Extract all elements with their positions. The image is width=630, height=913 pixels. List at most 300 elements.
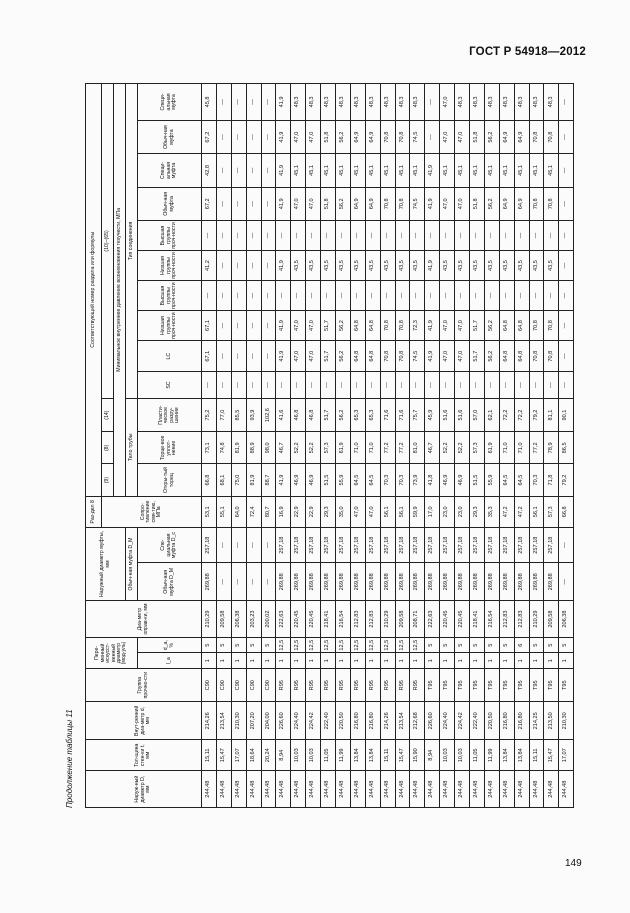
table-cell: 46,9: [306, 464, 321, 496]
table-cell: —: [261, 120, 276, 153]
table-cell: 57,3: [544, 496, 559, 527]
table-cell: 70,8: [529, 341, 544, 372]
table-cell: 1: [306, 653, 321, 669]
table-cell: 213,50: [544, 702, 559, 740]
table-cell: 41,9: [276, 341, 291, 372]
table-cell: 48,3: [455, 84, 470, 121]
table-cell: —: [276, 372, 291, 399]
table-cell: 210,29: [380, 601, 395, 638]
table-cell: R95: [336, 669, 351, 702]
table-cell: 6: [514, 637, 529, 653]
table-cell: 43,5: [440, 251, 455, 281]
table-row: [499, 84, 514, 808]
table-cell: 269,88: [365, 563, 380, 601]
table-cell: 244,48: [529, 771, 544, 808]
table-row: [276, 84, 291, 808]
table-cell: 47,0: [455, 187, 470, 220]
table-row: [306, 84, 321, 808]
table-cell: 5: [216, 637, 231, 653]
table-cell: —: [231, 311, 246, 341]
table-cell: —: [231, 120, 246, 153]
table-cell: 218,41: [321, 601, 336, 638]
table-cell: —: [470, 281, 485, 311]
table-cell: 257,18: [544, 527, 559, 563]
table-cell: —: [231, 84, 246, 121]
table-cell: —: [440, 281, 455, 311]
table-cell: 1: [440, 653, 455, 669]
table-cell: 65,3: [350, 398, 365, 431]
col-ottg-spec: Специ-альная муфта: [138, 84, 202, 121]
table-cell: 244,48: [231, 771, 246, 808]
table-cell: 45,1: [440, 154, 455, 187]
table-cell: 15,11: [380, 740, 395, 771]
table-cell: 209,58: [395, 601, 410, 638]
col-conn-type: Тип соединения: [126, 84, 138, 399]
table-cell: —: [499, 372, 514, 399]
table-cell: 1: [529, 653, 544, 669]
table-cell: 12,5: [336, 637, 351, 653]
table-cell: 43,5: [380, 251, 395, 281]
table-cell: 79,2: [529, 398, 544, 431]
col-coupling-regular-dm: Обыч-ная муфта D_M: [138, 563, 202, 601]
table-row: [231, 84, 246, 808]
table-cell: 57,0: [470, 398, 485, 431]
table-cell: 71,6: [395, 398, 410, 431]
table-cell: 45,1: [306, 154, 321, 187]
table-cell: —: [440, 221, 455, 251]
table-cell: 56,2: [484, 341, 499, 372]
table-cell: 56,2: [336, 120, 351, 153]
table-cell: 51,8: [470, 187, 485, 220]
table-cell: 212,68: [410, 702, 425, 740]
table-cell: —: [425, 84, 440, 121]
table-cell: 70,8: [380, 311, 395, 341]
table-cell: 43,5: [484, 251, 499, 281]
table-cell: 244,48: [350, 771, 365, 808]
table-cell: 52,2: [306, 432, 321, 464]
table-row: [440, 84, 455, 808]
table-cell: 1: [216, 653, 231, 669]
table-cell: 64,8: [499, 311, 514, 341]
col-f14: (14): [102, 398, 114, 431]
table-cell: 10,03: [455, 740, 470, 771]
table-cell: 77,0: [216, 398, 231, 431]
table-cell: 1: [425, 653, 440, 669]
table-cell: 70,8: [544, 311, 559, 341]
table-cell: 71,0: [514, 432, 529, 464]
table-cell: 257,18: [499, 527, 514, 563]
table-cell: 47,0: [291, 311, 306, 341]
table-cell: —: [499, 221, 514, 251]
table-cell: 212,83: [365, 601, 380, 638]
table-cell: 45,1: [544, 154, 559, 187]
table-cell: —: [246, 527, 261, 563]
table-cell: 269,88: [380, 563, 395, 601]
table-cell: —: [559, 563, 574, 601]
table-cell: 56,1: [529, 496, 544, 527]
table-cell: 41,9: [276, 154, 291, 187]
table-cell: —: [544, 372, 559, 399]
table-cell: 1: [365, 653, 380, 669]
table-cell: 56,1: [380, 496, 395, 527]
table-cell: 203,23: [246, 601, 261, 638]
table-cell: 64,8: [514, 311, 529, 341]
table-cell: —: [246, 563, 261, 601]
table-cell: —: [559, 84, 574, 121]
table-cell: 244,48: [306, 771, 321, 808]
table-cell: 102,6: [261, 398, 276, 431]
col-section: Раз-дел 8: [86, 496, 102, 527]
table-row: [216, 84, 231, 808]
table-cell: 47,2: [499, 496, 514, 527]
table-cell: —: [470, 221, 485, 251]
table-cell: 216,80: [365, 702, 380, 740]
table-cell: —: [246, 154, 261, 187]
page-number: 149: [565, 858, 582, 869]
table-cell: —: [306, 281, 321, 311]
table-cell: 43,5: [291, 251, 306, 281]
table-cell: 1: [499, 653, 514, 669]
table-cell: 70,8: [529, 311, 544, 341]
col-sc: SC: [138, 372, 202, 399]
table-cell: —: [246, 251, 261, 281]
table-cell: —: [246, 341, 261, 372]
col-min-pressure: Минимальное внутреннее давление возникновения текучести, МПа: [114, 84, 126, 497]
table-cell: 41,9: [425, 154, 440, 187]
table-cell: 45,1: [395, 154, 410, 187]
table-cell: 11,99: [484, 740, 499, 771]
table-cell: 59,9: [410, 496, 425, 527]
table-cell: С90: [261, 669, 276, 702]
table-cell: 45,1: [321, 154, 336, 187]
table-cell: 214,26: [380, 702, 395, 740]
table-cell: 13,84: [365, 740, 380, 771]
table-cell: —: [559, 251, 574, 281]
table-row: [484, 84, 499, 808]
table-cell: —: [306, 372, 321, 399]
table-cell: 64,5: [365, 464, 380, 496]
table-cell: 1: [380, 653, 395, 669]
table-cell: 13,84: [514, 740, 529, 771]
pressure-table: [85, 83, 574, 808]
table-cell: —: [544, 281, 559, 311]
table-cell: 269,88: [470, 563, 485, 601]
rotated-table-block: [65, 83, 573, 808]
table-cell: 47,0: [306, 311, 321, 341]
table-cell: 51,7: [321, 311, 336, 341]
table-cell: R95: [365, 669, 380, 702]
table-cell: 244,48: [470, 771, 485, 808]
table-cell: —: [499, 281, 514, 311]
table-cell: —: [261, 341, 276, 372]
table-cell: 71,0: [365, 432, 380, 464]
table-cell: 41,9: [276, 311, 291, 341]
table-body: [202, 84, 574, 808]
table-cell: 244,48: [276, 771, 291, 808]
table-cell: —: [425, 281, 440, 311]
table-cell: —: [529, 221, 544, 251]
table-row: [336, 84, 351, 808]
table-cell: 88,9: [246, 432, 261, 464]
table-cell: 48,3: [499, 84, 514, 121]
table-row: [365, 84, 380, 808]
table-cell: 48,3: [395, 84, 410, 121]
table-cell: 47,0: [455, 311, 470, 341]
table-cell: 43,5: [365, 251, 380, 281]
table-cell: 244,48: [559, 771, 574, 808]
table-cell: —: [380, 221, 395, 251]
table-cell: 64,8: [350, 311, 365, 341]
table-cell: —: [395, 221, 410, 251]
col-drift-la: l_a: [138, 653, 202, 669]
table-cell: —: [261, 311, 276, 341]
table-cell: 244,48: [484, 771, 499, 808]
table-cell: R95: [380, 669, 395, 702]
table-cell: 220,50: [336, 702, 351, 740]
table-cell: 86,5: [559, 432, 574, 464]
table-cell: 51,5: [321, 464, 336, 496]
table-cell: 46,9: [291, 464, 306, 496]
table-cell: 48,3: [306, 84, 321, 121]
col-plain-end: Откры-тый торец: [138, 464, 202, 496]
table-cell: 244,48: [410, 771, 425, 808]
table-cell: 35,0: [336, 496, 351, 527]
table-cell: 43,5: [514, 251, 529, 281]
table-cell: 244,48: [246, 771, 261, 808]
table-cell: 64,5: [514, 464, 529, 496]
table-cell: 41,2: [202, 251, 217, 281]
table-cell: 70,8: [544, 187, 559, 220]
table-cell: 51,8: [470, 120, 485, 153]
table-cell: 85,5: [231, 398, 246, 431]
table-cell: 269,88: [514, 563, 529, 601]
table-cell: 74,5: [410, 187, 425, 220]
table-cell: 8,94: [276, 740, 291, 771]
table-cell: —: [410, 221, 425, 251]
table-cell: 61,9: [484, 432, 499, 464]
table-cell: —: [484, 281, 499, 311]
table-cell: —: [336, 372, 351, 399]
table-cell: Т95: [470, 669, 485, 702]
table-cell: 269,88: [425, 563, 440, 601]
table-cell: 210,29: [529, 601, 544, 638]
table-row: [544, 84, 559, 808]
table-row: [380, 84, 395, 808]
table-cell: 48,3: [514, 84, 529, 121]
table-cell: 51,8: [321, 120, 336, 153]
table-cell: 64,8: [514, 341, 529, 372]
table-cell: 224,40: [440, 702, 455, 740]
table-cell: 41,9: [276, 187, 291, 220]
table-cell: 71,6: [380, 398, 395, 431]
table-cell: —: [261, 281, 276, 311]
table-cell: 209,58: [216, 601, 231, 638]
table-cell: —: [216, 311, 231, 341]
table-cell: 41,9: [276, 464, 291, 496]
table-cell: 269,88: [336, 563, 351, 601]
table-cell: 12,5: [395, 637, 410, 653]
table-row: [291, 84, 306, 808]
table-cell: 5: [484, 637, 499, 653]
table-cell: 45,1: [514, 154, 529, 187]
table-cell: 70,8: [544, 120, 559, 153]
table-cell: —: [380, 372, 395, 399]
standard-designation: ГОСТ Р 54918—2012: [469, 46, 586, 58]
table-cell: —: [216, 187, 231, 220]
table-cell: 64,0: [231, 496, 246, 527]
table-cell: 41,8: [425, 464, 440, 496]
table-cell: —: [529, 372, 544, 399]
table-cell: 257,18: [321, 527, 336, 563]
table-cell: —: [544, 221, 559, 251]
table-cell: 1: [336, 653, 351, 669]
table-cell: 56,2: [336, 311, 351, 341]
table-cell: 12,5: [365, 637, 380, 653]
table-cell: 64,5: [350, 464, 365, 496]
table-cell: 45,1: [336, 154, 351, 187]
table-cell: —: [559, 527, 574, 563]
table-cell: —: [484, 221, 499, 251]
table-cell: 48,3: [410, 84, 425, 121]
table-cell: 45,9: [425, 398, 440, 431]
table-cell: 75,0: [231, 464, 246, 496]
table-cell: 62,1: [484, 398, 499, 431]
table-cell: 244,48: [261, 771, 276, 808]
table-cell: —: [291, 372, 306, 399]
table-cell: 81,9: [231, 432, 246, 464]
table-cell: 269,88: [455, 563, 470, 601]
table-cell: 220,45: [440, 601, 455, 638]
table-cell: 73,9: [410, 464, 425, 496]
table-cell: 244,48: [291, 771, 306, 808]
table-cell: —: [559, 341, 574, 372]
table-cell: 15,47: [216, 740, 231, 771]
table-cell: —: [231, 341, 246, 372]
table-cell: 47,0: [306, 120, 321, 153]
table-cell: 212,83: [499, 601, 514, 638]
table-cell: 46,7: [425, 432, 440, 464]
table-cell: 64,9: [365, 187, 380, 220]
table-row: [246, 84, 261, 808]
col-collapse: Сопро-тивление смя-тию, МПа: [102, 496, 202, 527]
table-cell: 79,2: [559, 464, 574, 496]
table-cell: 78,9: [544, 432, 559, 464]
table-cell: 43,5: [410, 251, 425, 281]
table-cell: —: [216, 372, 231, 399]
table-cell: 41,9: [425, 311, 440, 341]
table-cell: 43,5: [499, 251, 514, 281]
table-cell: 43,5: [321, 251, 336, 281]
table-cell: 1: [246, 653, 261, 669]
table-cell: 74,5: [410, 120, 425, 153]
table-cell: 75,2: [202, 398, 217, 431]
table-row: [395, 84, 410, 808]
table-cell: 210,29: [202, 601, 217, 638]
table-cell: Т95: [455, 669, 470, 702]
table-cell: 1: [484, 653, 499, 669]
table-cell: —: [261, 372, 276, 399]
table-cell: 257,18: [276, 527, 291, 563]
table-row: [350, 84, 365, 808]
table-cell: —: [246, 84, 261, 121]
table-cell: 43,5: [544, 251, 559, 281]
table-cell: 51,6: [440, 398, 455, 431]
table-cell: 47,0: [455, 341, 470, 372]
col-buttress-spec-high: Высшая группы проч-ности: [138, 221, 202, 251]
table-cell: 18,64: [246, 740, 261, 771]
table-cell: 71,0: [350, 432, 365, 464]
table-cell: —: [410, 372, 425, 399]
table-cell: 72,3: [410, 311, 425, 341]
table-cell: —: [216, 563, 231, 601]
table-cell: 5: [246, 637, 261, 653]
table-cell: 47,0: [455, 120, 470, 153]
table-cell: 269,88: [276, 563, 291, 601]
table-cell: —: [231, 251, 246, 281]
table-row: [529, 84, 544, 808]
col-f9: (9): [102, 464, 114, 496]
table-cell: 257,18: [380, 527, 395, 563]
table-cell: 269,88: [544, 563, 559, 601]
table-cell: —: [246, 221, 261, 251]
table-cell: R95: [321, 669, 336, 702]
table-cell: —: [216, 120, 231, 153]
table-cell: 5: [202, 637, 217, 653]
table-cell: 43,5: [395, 251, 410, 281]
table-cell: 5: [544, 637, 559, 653]
table-cell: R95: [291, 669, 306, 702]
table-cell: 48,3: [544, 84, 559, 121]
table-cell: —: [261, 187, 276, 220]
col-f8: (8): [102, 432, 114, 464]
table-cell: 257,18: [365, 527, 380, 563]
col-wall-thickness: Тол-щина стен-ки t, мм: [86, 740, 202, 771]
table-cell: 73,1: [202, 432, 217, 464]
col-end-sealed: Торце-вое уплот-нение: [138, 432, 202, 464]
table-cell: С90: [202, 669, 217, 702]
col-inner-diameter: Внут-ренний диа-метр d, мм: [86, 702, 202, 740]
table-cell: 5: [470, 637, 485, 653]
table-cell: 64,5: [499, 464, 514, 496]
table-cell: 269,88: [291, 563, 306, 601]
table-cell: —: [231, 221, 246, 251]
col-drift-diameter: Диа-метр оправ-ки, мм: [86, 601, 202, 638]
col-drift-da: d_a, %: [138, 637, 202, 653]
table-cell: R95: [395, 669, 410, 702]
table-cell: 206,38: [231, 601, 246, 638]
table-caption: Продолжение таблицы 11: [65, 709, 74, 808]
table-cell: 209,58: [544, 601, 559, 638]
table-cell: 220,50: [484, 702, 499, 740]
table-cell: 12,5: [306, 637, 321, 653]
table-cell: 46,9: [440, 464, 455, 496]
col-f10: (10)–(65): [102, 84, 114, 399]
table-cell: 64,9: [350, 187, 365, 220]
table-cell: 208,71: [410, 601, 425, 638]
table-cell: 207,20: [246, 702, 261, 740]
table-cell: 70,8: [529, 187, 544, 220]
table-cell: Т95: [440, 669, 455, 702]
table-cell: 222,63: [276, 601, 291, 638]
table-cell: 257,18: [291, 527, 306, 563]
table-cell: 220,45: [306, 601, 321, 638]
col-formula-ref: Соответствующий номер раздела или формулы: [86, 84, 102, 497]
col-outer-diameter: Наруж-ный диаметр D, мм: [86, 771, 202, 808]
table-cell: 15,47: [395, 740, 410, 771]
table-cell: 1: [410, 653, 425, 669]
table-cell: 244,48: [440, 771, 455, 808]
table-cell: 70,3: [380, 464, 395, 496]
